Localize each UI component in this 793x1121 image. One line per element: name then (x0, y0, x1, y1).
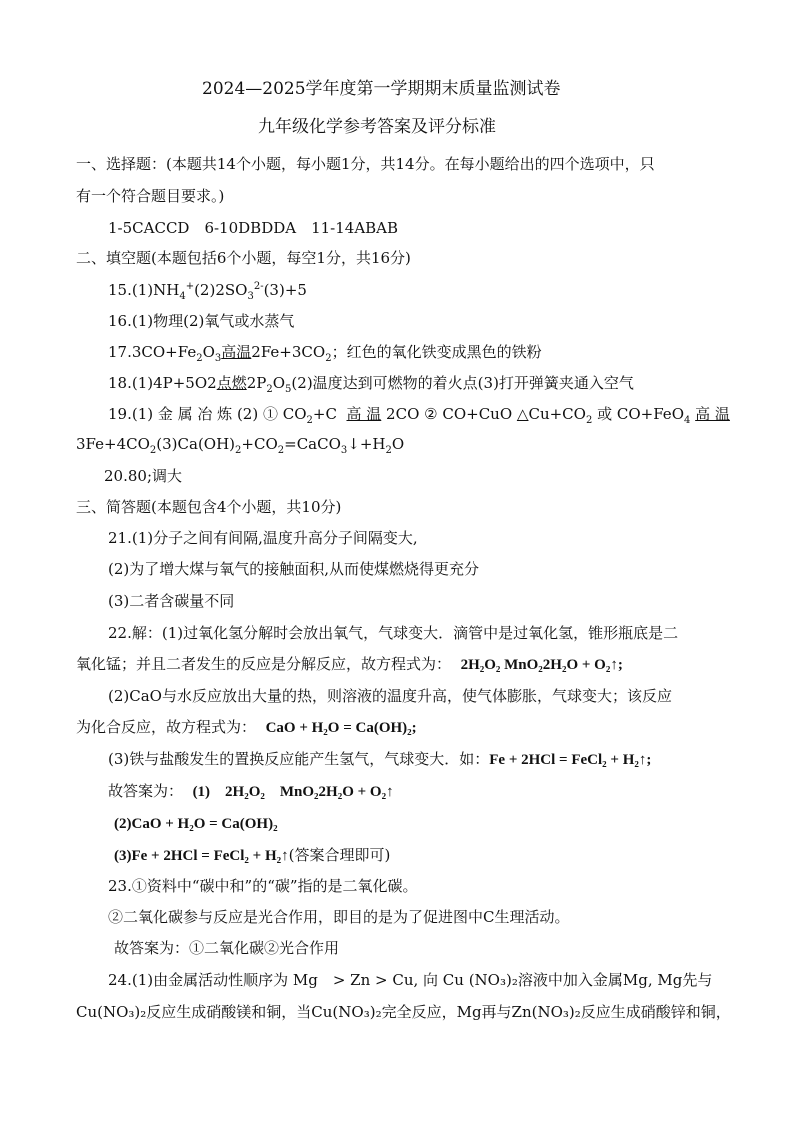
q22-line4: 为化合反应，故方程式为： CaO + H₂O = Ca(OH)₂; (76, 718, 417, 736)
q19-answer-line1: 19.(1) 金 属 冶 炼 (2) ① $CO_2+C$ 高 温 2CO ② CO+CuO $\triangle Cu+CO_2$ 或 CO+FeO$_4$ 高 温 (108, 405, 730, 426)
q22-line2: 氧化锰；并且二者发生的反应是分解反应，故方程式为： 2H₂O₂ MnO₂2H₂O + O₂↑; (76, 655, 623, 673)
q17-answer: $17.3CO+Fe_2O_3$高温$2Fe+3CO_2$；红色的氧化铁变成黑色的铁粉 (108, 343, 542, 364)
q23-line3: 故答案为：①二氧化碳②光合作用 (114, 939, 340, 957)
equation: (3)Fe + 2HCl = FeCl₂ + H₂↑ (114, 848, 289, 864)
q22-line7 (114, 813, 278, 834)
q23-line1: 23.①资料中“碳中和”的“碳”指的是二氧化碳。 (108, 877, 418, 895)
q22-line5: (3)铁与盐酸发生的置换反应能产生氢气，气球变大．如：Fe + 2HCl = FeCl₂ + H₂↑; (108, 750, 652, 768)
section1-heading-line1: 一、选择题：(本题共14个小题，每小题1分，共14分。在每小题给出的四个选项中，只 (76, 155, 655, 173)
q22-line1: 22.解：(1)过氧化氢分解时会放出氧气，气球变大．滴管中是过氧化氢，锥形瓶底是二 (108, 624, 679, 642)
q19-answer-line2: $3Fe+4CO_2(3)Ca(OH)_2+CO_2=CaCO_3↓+H_2O$ (76, 435, 405, 456)
q22-line6: 故答案为： (1) 2H₂O₂ MnO₂2H₂O + O₂↑ (108, 782, 394, 800)
q23-line2: ②二氧化碳参与反应是光合作用，即目的是为了促进图中C生理活动。 (108, 908, 570, 926)
q22-line8: (3)Fe + 2HCl = FeCl₂ + H₂↑(答案合理即可) (114, 846, 391, 864)
reaction-condition: 高 温 (346, 405, 382, 423)
equation: (1) 2H₂O₂ MnO₂2H₂O + O₂↑ (192, 784, 394, 800)
section2-heading: 二、填空题(本题包括6个小题，每空1分，共16分) (76, 249, 411, 267)
q24-line2: Cu(NO₃)₂反应生成硝酸镁和铜，当Cu(NO₃)₂完全反应，Mg再与Zn(NO₃)₂反应生成硝酸锌和铜， (76, 1003, 731, 1021)
q21-line3: (3)二者含碳量不同 (108, 592, 235, 610)
equation: 2H₂O₂ MnO₂2H₂O + O₂↑; (460, 657, 623, 673)
section1-heading-line2: 有一个符合题目要求。) (76, 187, 225, 205)
equation: Fe + 2HCl = FeCl₂ + H₂↑; (489, 752, 652, 768)
document-title: 2024—2025学年度第一学期期末质量监测试卷 (202, 79, 561, 99)
reaction-condition: 高 温 (695, 405, 730, 423)
reaction-condition: 点燃 (216, 374, 247, 392)
q21-line1: 21.(1)分子之间有间隔,温度升高分子间隔变大, (108, 529, 418, 547)
reaction-condition: 高温 (221, 343, 252, 361)
section3-heading: 三、简答题(本题包含4个小题，共10分) (76, 498, 342, 516)
document-subtitle: 九年级化学参考答案及评分标准 (258, 117, 496, 137)
q22-line3: (2)CaO与水反应放出大量的热，则溶液的温度升高，使气体膨胀，气球变大；该反应 (108, 687, 672, 705)
q15-answer: $15.(1)NH_4^+(2)2SO_3^{2-}(3)+5$ (108, 281, 307, 302)
equation: CaO + H₂O = Ca(OH)₂; (265, 720, 417, 736)
q16-answer: 16.(1)物理(2)氧气或水蒸气 (108, 312, 295, 330)
section1-answers: 1-5CACCD 6-10DBDDA 11-14ABAB (108, 219, 399, 237)
reaction-condition: △ (516, 405, 529, 423)
q20-answer: 20.80;调大 (104, 467, 182, 485)
q21-line2: (2)为了增大煤与氧气的接触面积,从而使煤燃烧得更充分 (108, 560, 480, 578)
equation: (2)CaO + H₂O = Ca(OH)₂ (114, 816, 278, 832)
q24-line1: 24.(1)由金属活动性顺序为 Mg > Zn > Cu, 向 Cu (NO₃)₂溶液中加入金属Mg, Mg先与 (108, 971, 713, 989)
q18-answer: 18.(1)4P+5O2点燃$2P_2O_5(2)$温度达到可燃物的着火点(3)打开弹簧夹通入空气 (108, 374, 634, 395)
